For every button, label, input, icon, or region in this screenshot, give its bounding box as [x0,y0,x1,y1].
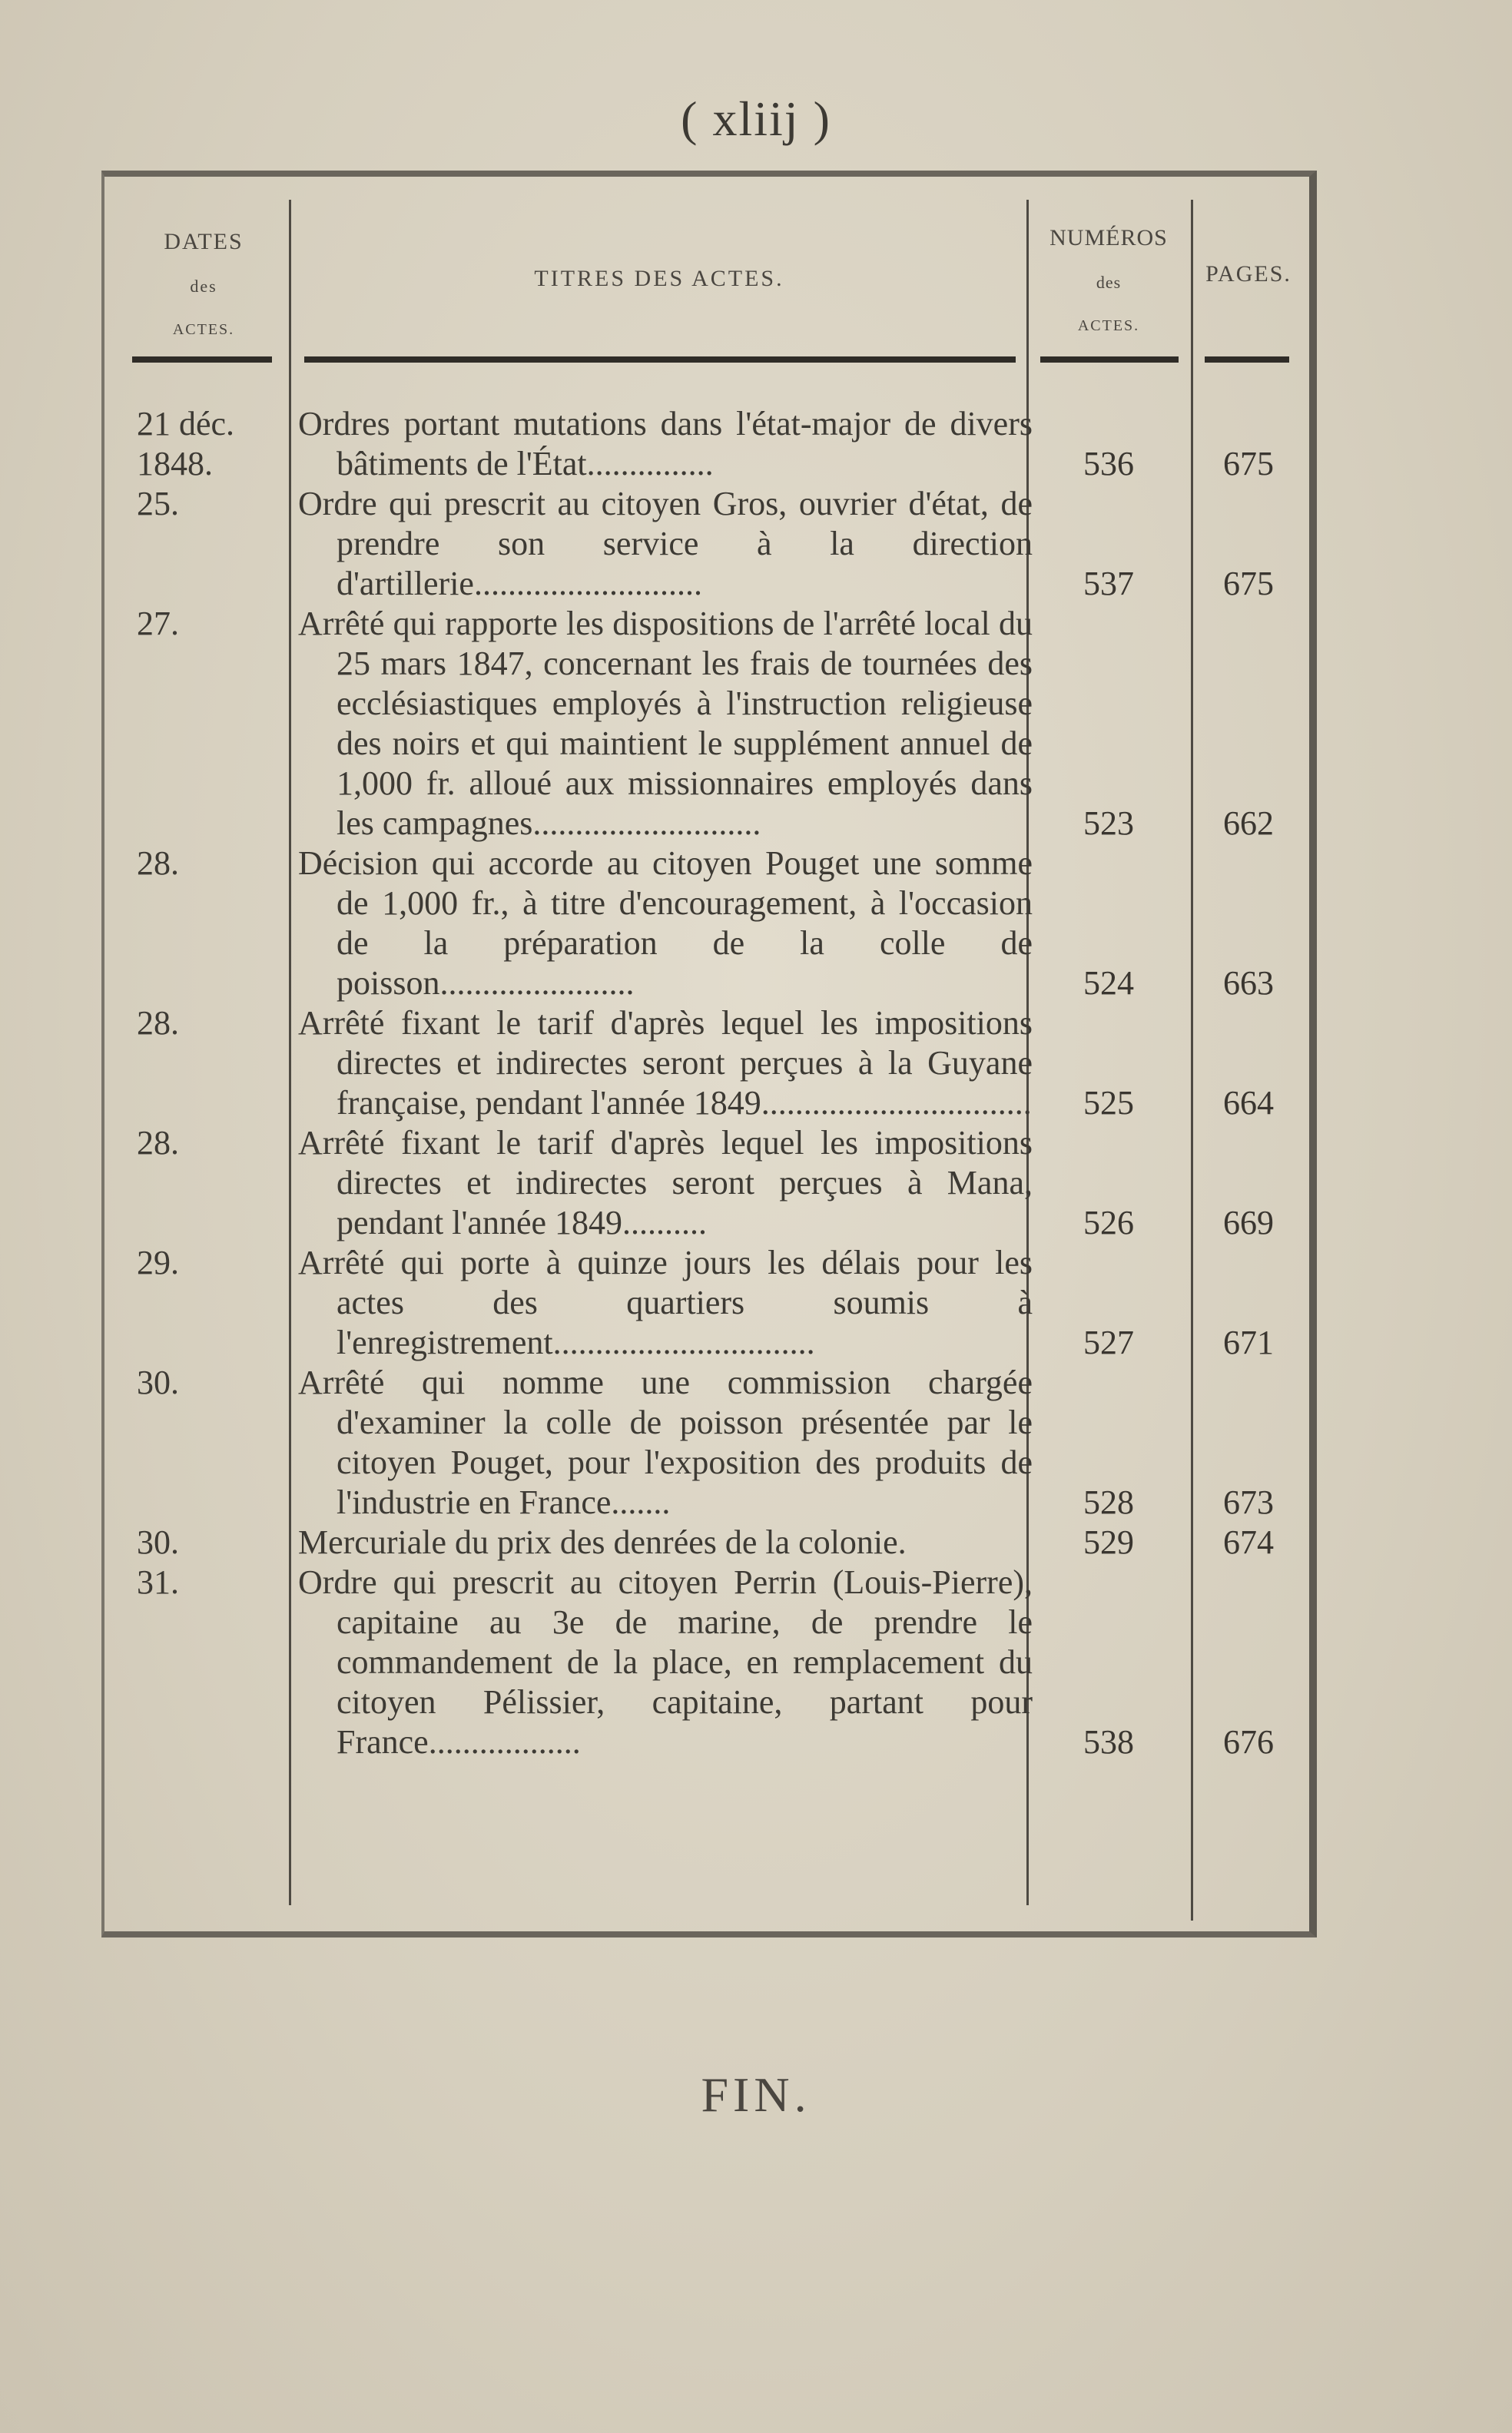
table-row [115,484,1298,604]
header-text: des [190,277,217,296]
entries-list [115,404,1298,1762]
entry-date: 21 déc. 1848. [137,405,235,482]
entry-date: 28. [137,1124,179,1162]
header-rule [1205,356,1289,363]
entry-number: 527 [1083,1324,1134,1361]
header-text: ACTES. [1077,317,1140,334]
entry-page: 671 [1223,1324,1274,1361]
table-row [115,1243,1298,1363]
entry-number: 523 [1083,804,1134,842]
entry-title: Ordre qui prescrit au citoyen Perrin (Louis-Pierre), capitaine au 3e de marine, de prendre le commandement de la place, en remplacement du citoyen Pélissier, capitaine, partant pour France.................. [298,1563,1033,1761]
entry-page: 675 [1223,445,1274,482]
entry-title: Arrêté qui porte à quinze jours les délais pour les actes des quartiers soumis à l'enregistrement............................... [298,1244,1033,1361]
entry-number: 526 [1083,1204,1134,1241]
entry-page: 662 [1223,804,1274,842]
entry-page: 675 [1223,565,1274,602]
entry-page: 663 [1223,964,1274,1002]
page-number: ( xliij ) [681,91,831,146]
table-row [115,1523,1298,1563]
entry-date: 30. [137,1523,179,1561]
header-rule [1040,356,1179,363]
end-marker: FIN. [701,2067,811,2122]
header-rule [304,356,1016,363]
entry-number: 525 [1083,1084,1134,1122]
entry-date: 30. [137,1364,179,1401]
entry-number: 536 [1083,445,1134,482]
entry-date: 27. [137,605,179,642]
entry-number: 537 [1083,565,1134,602]
entry-title: Arrêté qui nomme une commission chargée d'examiner la colle de poisson présentée par le citoyen Pouget, pour l'exposition des produits de l'industrie en France....... [298,1364,1033,1521]
entry-title: Arrêté qui rapporte les dispositions de l'arrêté local du 25 mars 1847, concernant les frais de tournées des ecclésiastiques employés à l'instruction religieuse des noirs et qui maintient le supplément annuel de 1,000 fr. alloué aux missionnaires employés dans les campagnes........................... [298,605,1033,842]
table-row [115,1363,1298,1523]
column-header-pages: PAGES. [1205,261,1292,287]
column-header-dates [115,219,292,351]
table-row [115,1003,1298,1123]
entry-date: 29. [137,1244,179,1281]
entry-date: 28. [137,1004,179,1042]
header-text: des [1096,273,1122,292]
entry-page: 664 [1223,1084,1274,1122]
entry-date: 31. [137,1563,179,1601]
entry-page: 669 [1223,1204,1274,1241]
entry-number: 529 [1083,1523,1134,1561]
entry-title: Arrêté fixant le tarif d'après lequel les impositions directes et indirectes seront perçues à la Guyane française, pendant l'année 1849................................ [298,1004,1033,1122]
table-row [115,844,1298,1003]
entry-title: Arrêté fixant le tarif d'après lequel les impositions directes et indirectes seront perçues à Mana, pendant l'année 1849.......... [298,1124,1033,1241]
header-rule [132,356,272,363]
entry-page: 676 [1223,1723,1274,1761]
table-row [115,1563,1298,1762]
table-row [115,604,1298,844]
entry-page: 674 [1223,1523,1274,1561]
entry-title: Ordre qui prescrit au citoyen Gros, ouvrier d'état, de prendre son service à la direction d'artillerie........................... [298,485,1033,602]
header-text: NUMÉROS [1049,225,1168,250]
entry-title: Décision qui accorde au citoyen Pouget une somme de 1,000 fr., à titre d'encouragement, à l'occasion de la préparation de la colle de poisson....................... [298,844,1033,1002]
header-text: ACTES. [172,321,235,338]
entry-date: 25. [137,485,179,522]
table-row [115,404,1298,484]
entry-number: 524 [1083,964,1134,1002]
entry-title: Ordres portant mutations dans l'état-major de divers bâtiments de l'État............... [298,405,1033,482]
entry-number: 528 [1083,1483,1134,1521]
column-header-numbers [1026,215,1191,347]
entry-page: 673 [1223,1483,1274,1521]
entry-date: 28. [137,844,179,882]
column-header-titles: TITRES DES ACTES. [534,266,784,291]
entry-title: Mercuriale du prix des denrées de la colonie. [298,1523,907,1561]
header-text: DATES [164,229,244,254]
entry-number: 538 [1083,1723,1134,1761]
table-row [115,1123,1298,1243]
